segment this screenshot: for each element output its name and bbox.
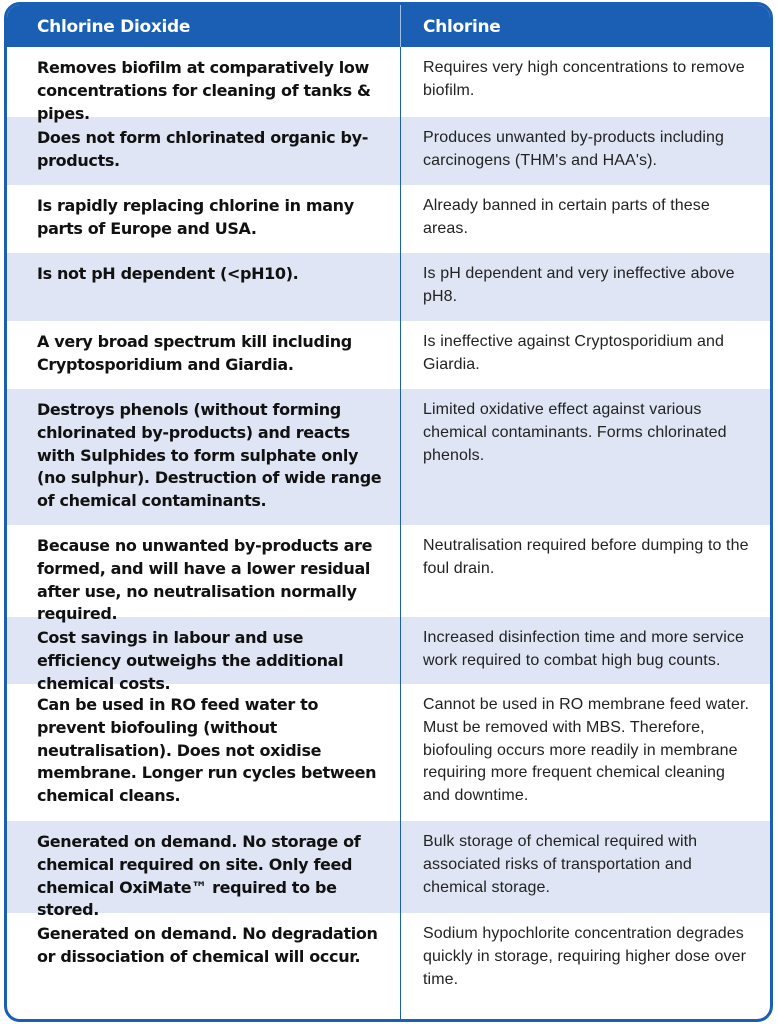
chlorine-dioxide-cell: Generated on demand. No degradation or dissociation of chemical will occur. (7, 913, 401, 1022)
chlorine-cell: Already banned in certain parts of these areas. (423, 197, 710, 237)
chlorine-dioxide-cell: Generated on demand. No storage of chemical required on site. Only feed chemical OxiMate™ required to be stored. (7, 821, 401, 913)
chlorine-dioxide-cell: Does not form chlorinated organic by-products. (7, 117, 401, 185)
chlorine-dioxide-cell: Is not pH dependent (<pH10). (7, 253, 401, 321)
chlorine-dioxide-cell: Because no unwanted by-products are formed, and will have a lower residual after use, no neutralisation normally required. (7, 525, 401, 617)
chlorine-cell: Sodium hypochlorite concentration degrades quickly in storage, requiring higher dose over time. (423, 925, 746, 988)
chlorine-dioxide-cell: Removes biofilm at comparatively low concentrations for cleaning of tanks & pipes. (7, 47, 401, 117)
header-chlorine-dioxide: Chlorine Dioxide (7, 5, 401, 47)
table-row (7, 913, 770, 1022)
chlorine-cell: Neutralisation required before dumping to the foul drain. (423, 537, 749, 577)
chlorine-cell: Produces unwanted by-products including carcinogens (THM's and HAA's). (423, 129, 724, 169)
chlorine-dioxide-cell: A very broad spectrum kill including Cryptosporidium and Giardia. (7, 321, 401, 389)
table-row (7, 525, 770, 624)
table-header (7, 5, 770, 47)
table-row (7, 185, 770, 253)
chlorine-dioxide-cell: Destroys phenols (without forming chlorinated by-products) and reacts with Sulphides to form sulphate only (no sulphur). Destruction of wide range of chemical contaminants. (7, 389, 401, 525)
table-row (7, 321, 770, 389)
table-row (7, 47, 770, 123)
comparison-table (4, 2, 773, 1022)
table-row (7, 253, 770, 321)
chlorine-cell: Is ineffective against Cryptosporidium and Giardia. (423, 333, 724, 373)
chlorine-cell: Requires very high concentrations to remove biofilm. (423, 59, 745, 99)
chlorine-cell: Increased disinfection time and more service work required to combat high bug counts. (423, 629, 744, 669)
table-row (7, 117, 770, 185)
table-row (7, 389, 770, 525)
table-row (7, 617, 770, 693)
chlorine-dioxide-cell: Is rapidly replacing chlorine in many parts of Europe and USA. (7, 185, 401, 253)
chlorine-cell: Cannot be used in RO membrane feed water. Must be removed with MBS. Therefore, biofouling occurs more readily in membrane requiring more frequent chemical cleaning and downtime. (423, 696, 750, 805)
chlorine-dioxide-cell: Cost savings in labour and use efficiency outweighs the additional chemical costs. (7, 617, 401, 684)
table-body (7, 47, 770, 1022)
header-chlorine: Chlorine (423, 17, 501, 37)
table-row (7, 821, 770, 920)
chlorine-dioxide-cell: Can be used in RO feed water to prevent biofouling (without neutralisation). Does not oxidise membrane. Longer run cycles between chemical cleans. (7, 684, 401, 821)
chlorine-cell: Limited oxidative effect against various chemical contaminants. Forms chlorinated phenols. (423, 401, 727, 464)
chlorine-cell: Bulk storage of chemical required with associated risks of transportation and chemical storage. (423, 833, 698, 896)
table-row (7, 684, 770, 821)
chlorine-cell: Is pH dependent and very ineffective above pH8. (423, 265, 735, 305)
